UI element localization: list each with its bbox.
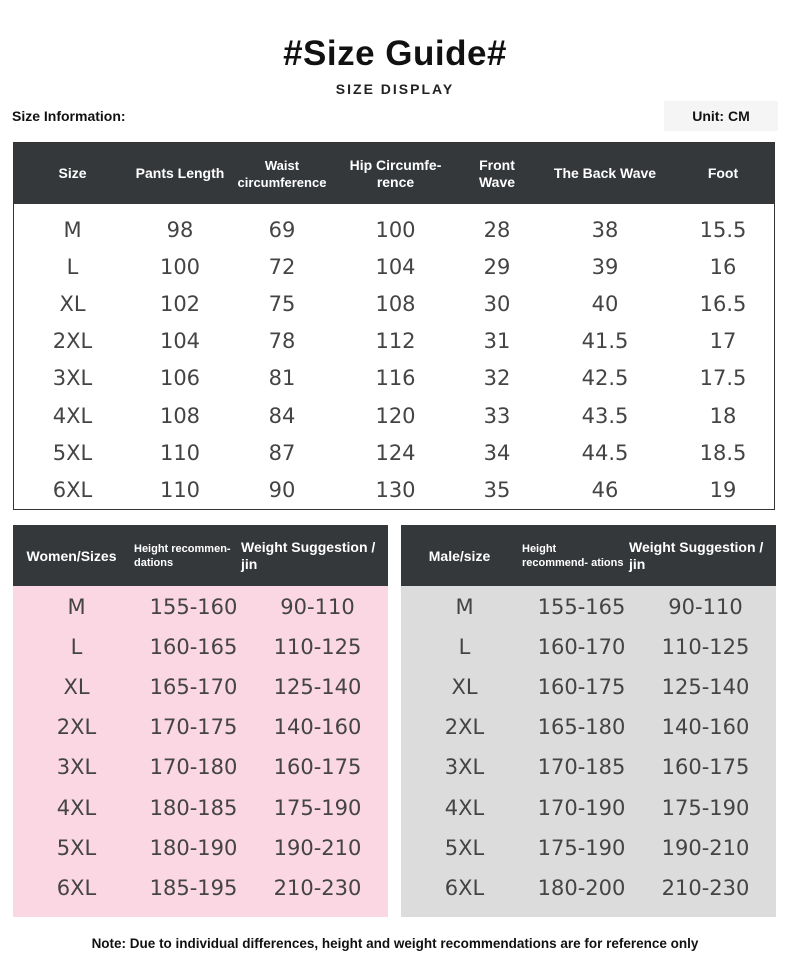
table-row <box>14 471 774 508</box>
table-cell: 140-160 <box>273 715 362 740</box>
table-row <box>401 787 776 827</box>
table-cell: 106 <box>159 366 201 391</box>
table-cell: 43.5 <box>581 403 629 428</box>
header-waist: Waist circumference <box>237 157 327 190</box>
header-male-size: Male/size <box>428 547 491 564</box>
table-cell: 42.5 <box>581 366 629 391</box>
women-table-body <box>13 586 388 917</box>
table-cell: 160-175 <box>537 675 626 700</box>
table-row <box>401 627 776 667</box>
footnote: Note: Due to individual differences, height and weight recommendations are for reference only <box>91 936 699 951</box>
table-cell: 4XL <box>52 403 93 428</box>
table-cell: 40 <box>591 291 619 316</box>
table-cell: 190-210 <box>273 835 362 860</box>
table-row <box>14 285 774 322</box>
table-cell: 16.5 <box>699 291 747 316</box>
table-cell: 33 <box>483 403 511 428</box>
table-cell: 110-125 <box>661 635 750 660</box>
size-measurement-table <box>13 142 775 510</box>
table-cell: 160-165 <box>149 635 238 660</box>
table-cell: 104 <box>375 254 416 279</box>
table-cell: 69 <box>268 217 296 242</box>
table-header <box>14 143 774 204</box>
table-cell: 46 <box>591 477 619 502</box>
header-weight-suggestion: Weight Suggestion / jin <box>241 538 376 572</box>
table-cell: 32 <box>483 366 511 391</box>
table-cell: 75 <box>268 291 296 316</box>
table-cell: 5XL <box>56 835 97 860</box>
table-row <box>401 747 776 787</box>
table-cell: 155-165 <box>537 595 626 620</box>
table-row <box>13 868 388 908</box>
table-cell: 124 <box>375 440 416 465</box>
table-cell: 4XL <box>444 795 485 820</box>
table-cell: 170-190 <box>537 795 626 820</box>
size-information-label: Size Information: <box>12 108 126 124</box>
table-cell: XL <box>63 675 90 700</box>
table-cell: 39 <box>591 254 619 279</box>
unit-label: Unit: CM <box>664 101 778 131</box>
table-cell: 100 <box>159 254 201 279</box>
header-front-wave: Front Wave <box>478 156 516 190</box>
table-cell: 35 <box>483 477 511 502</box>
table-cell: 18 <box>709 403 737 428</box>
table-cell: L <box>66 254 79 279</box>
table-row <box>13 707 388 747</box>
table-cell: 180-185 <box>149 795 238 820</box>
table-cell: XL <box>451 675 478 700</box>
table-row <box>401 707 776 747</box>
table-cell: 34 <box>483 440 511 465</box>
page-title: #Size Guide# <box>283 34 507 73</box>
table-cell: 175-190 <box>537 835 626 860</box>
table-cell: 6XL <box>56 875 97 900</box>
table-cell: 19 <box>709 477 737 502</box>
table-row <box>401 868 776 908</box>
table-cell: 28 <box>483 217 511 242</box>
table-row <box>13 667 388 707</box>
table-cell: 17.5 <box>699 366 747 391</box>
table-cell: 29 <box>483 254 511 279</box>
table-cell: 125-140 <box>273 675 362 700</box>
table-cell: 170-180 <box>149 755 238 780</box>
table-row <box>13 747 388 787</box>
table-cell: 15.5 <box>699 217 747 242</box>
table-cell: 3XL <box>56 755 97 780</box>
table-cell: 185-195 <box>149 875 238 900</box>
table-row <box>13 787 388 827</box>
male-size-table <box>401 525 776 917</box>
table-cell: 130 <box>375 477 416 502</box>
table-cell: 108 <box>159 403 201 428</box>
table-cell: 175-190 <box>273 795 362 820</box>
table-row <box>14 397 774 434</box>
header-pants-length: Pants Length <box>135 165 225 181</box>
table-cell: 30 <box>483 291 511 316</box>
table-cell: 170-175 <box>149 715 238 740</box>
header-back-wave: The Back Wave <box>553 165 657 181</box>
table-cell: 81 <box>268 366 296 391</box>
header-height-recommendations: Height recommen- dations <box>134 542 231 569</box>
table-cell: 44.5 <box>581 440 629 465</box>
table-cell: 140-160 <box>661 715 750 740</box>
table-cell: 90 <box>268 477 296 502</box>
table-row <box>14 211 774 248</box>
table-cell: 125-140 <box>661 675 750 700</box>
header-hip: Hip Circumfe- rence <box>349 156 442 190</box>
women-size-table <box>13 525 388 917</box>
table-cell: 5XL <box>52 440 93 465</box>
table-cell: 108 <box>375 291 416 316</box>
table-cell: 112 <box>375 329 416 354</box>
table-cell: L <box>70 635 83 660</box>
table-cell: 2XL <box>52 329 93 354</box>
table-cell: 18.5 <box>699 440 747 465</box>
table-cell: 116 <box>375 366 416 391</box>
table-cell: 180-190 <box>149 835 238 860</box>
table-row <box>14 323 774 360</box>
table-row <box>14 360 774 397</box>
header-size: Size <box>58 165 87 181</box>
table-cell: 175-190 <box>661 795 750 820</box>
women-table-header <box>13 525 388 586</box>
table-cell: M <box>63 217 82 242</box>
table-cell: 78 <box>268 329 296 354</box>
table-cell: 110 <box>159 440 201 465</box>
table-cell: 165-180 <box>537 715 626 740</box>
table-cell: 17 <box>709 329 737 354</box>
male-table-body <box>401 586 776 917</box>
table-cell: 210-230 <box>273 875 362 900</box>
table-body <box>14 204 774 509</box>
table-cell: 3XL <box>444 755 485 780</box>
table-cell: 90-110 <box>668 595 743 620</box>
table-cell: 165-170 <box>149 675 238 700</box>
table-cell: 16 <box>709 254 737 279</box>
table-cell: 2XL <box>444 715 485 740</box>
header-women-sizes: Women/Sizes <box>26 547 117 564</box>
table-cell: 98 <box>166 217 194 242</box>
table-cell: 4XL <box>56 795 97 820</box>
table-cell: 90-110 <box>280 595 355 620</box>
table-row <box>14 434 774 471</box>
table-cell: 160-175 <box>661 755 750 780</box>
table-cell: 6XL <box>52 477 93 502</box>
table-row <box>13 627 388 667</box>
table-cell: 38 <box>591 217 619 242</box>
table-cell: 190-210 <box>661 835 750 860</box>
table-cell: 210-230 <box>661 875 750 900</box>
table-cell: 2XL <box>56 715 97 740</box>
table-cell: M <box>67 595 86 620</box>
table-cell: 155-160 <box>149 595 238 620</box>
table-cell: L <box>458 635 471 660</box>
table-cell: 87 <box>268 440 296 465</box>
table-cell: 5XL <box>444 835 485 860</box>
table-cell: 3XL <box>52 366 93 391</box>
table-row <box>13 828 388 868</box>
table-row <box>401 828 776 868</box>
header-foot: Foot <box>707 165 739 181</box>
male-table-header <box>401 525 776 586</box>
table-row <box>14 248 774 285</box>
table-cell: 160-170 <box>537 635 626 660</box>
table-cell: 104 <box>159 329 201 354</box>
table-cell: 160-175 <box>273 755 362 780</box>
header-weight-suggestion: Weight Suggestion / jin <box>629 538 764 572</box>
table-cell: M <box>455 595 474 620</box>
table-cell: 110 <box>159 477 201 502</box>
table-cell: 72 <box>268 254 296 279</box>
table-cell: 84 <box>268 403 296 428</box>
table-row <box>13 587 388 627</box>
table-cell: 170-185 <box>537 755 626 780</box>
table-cell: 120 <box>375 403 416 428</box>
table-cell: 110-125 <box>273 635 362 660</box>
table-cell: 102 <box>159 291 201 316</box>
table-cell: 31 <box>483 329 511 354</box>
table-cell: 180-200 <box>537 875 626 900</box>
table-row <box>401 667 776 707</box>
table-cell: 6XL <box>444 875 485 900</box>
table-cell: XL <box>59 291 86 316</box>
table-row <box>401 587 776 627</box>
table-cell: 41.5 <box>581 329 629 354</box>
table-cell: 100 <box>375 217 416 242</box>
page-subtitle: SIZE DISPLAY <box>335 81 455 97</box>
header-height-recommendations: Height recommend- ations <box>522 542 624 569</box>
